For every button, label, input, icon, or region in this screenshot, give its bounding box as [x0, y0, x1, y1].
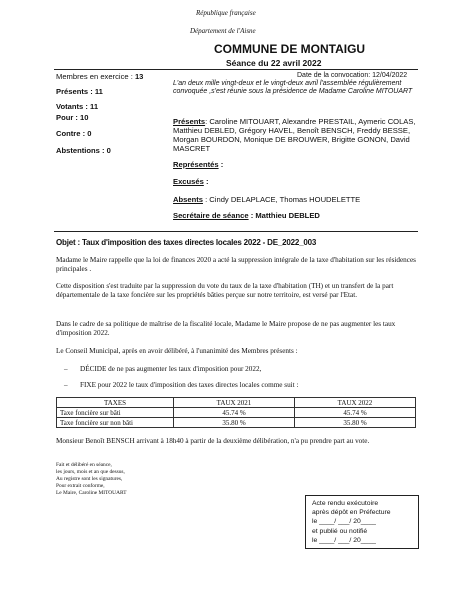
- table-cell: 45.74 %: [295, 408, 416, 418]
- bullet-2: FIXE pour 2022 le taux d'imposition des taxes directes locales comme suit :: [80, 381, 299, 389]
- table-row: [57, 418, 416, 428]
- represented-title: Représentés: [173, 160, 219, 169]
- paragraph-3: Dans le cadre de sa politique de maîtrise de la fiscalité locale, Madame le Maire propose de ne pas augmenter les taux d'imposition 2022.: [56, 320, 396, 338]
- intro-text: L'an deux mille vingt-deux et le vingt-deux avril l'assemblée régulièrement convoquée ,s'est réunie sous la présidence de Madame Caroline MITOUART: [173, 80, 413, 96]
- section-rule: [54, 231, 418, 232]
- table-header-row: [57, 398, 416, 408]
- votants-count: Votants : 11: [56, 102, 99, 111]
- object-title: Objet : Taux d'imposition des taxes directes locales 2022 - DE_2022_003: [56, 238, 317, 247]
- tax-rate-table: [56, 397, 416, 428]
- excused-title: Excusés: [173, 177, 204, 186]
- executory-stamp-box: [305, 495, 419, 549]
- table-row: [57, 408, 416, 418]
- stamp-line: le ____/ ___/ 20____: [312, 536, 376, 544]
- table-cell: Taxe foncière sur bâti: [57, 408, 174, 418]
- convocation-date: Date de la convocation: 12/04/2022: [297, 72, 408, 79]
- bullet-1-marker: –: [64, 365, 68, 373]
- footer-line: les jours, mois et an que dessus,: [56, 469, 125, 475]
- absent-value: : Cindy DELAPLACE, Thomas HOUDELETTE: [202, 195, 361, 204]
- absent-row: [173, 195, 360, 204]
- table-cell: Taxe foncière sur non bâti: [57, 418, 174, 428]
- secretary-title: Secrétaire de séance: [173, 211, 249, 220]
- presents-title: Présents: [173, 117, 206, 126]
- stamp-line: après dépôt en Préfecture: [312, 509, 391, 517]
- arrival-note: Monsieur Benoît BENSCH arrivant à 18h40 à partir de la deuxième délibération, n'a pu prendre part au vote.: [56, 437, 370, 445]
- paragraph-2: Cette disposition s'est traduite par la suppression du vote du taux de la taxe d'habitation (TH) et un transfert de la part départementale de la taxe foncière sur les propriétés bâties perçue sur notre territoire, est versé par l'Etat.: [56, 282, 394, 300]
- table-cell: 45.74 %: [174, 408, 295, 418]
- bullet-2-marker: –: [64, 381, 68, 389]
- stamp-line: Acte rendu exécutoire: [312, 500, 379, 507]
- stamp-line: le ____/ ___/ 20____: [312, 518, 376, 526]
- secretary-value: : Matthieu DEBLED: [248, 211, 320, 220]
- department-line: Département de l'Aisne: [190, 27, 256, 35]
- excused-row: [173, 177, 208, 186]
- footer-line: Au registre sont les signatures,: [56, 476, 123, 482]
- footer-line: Le Maire, Caroline MITOUART: [56, 490, 127, 496]
- paragraph-1: Madame le Maire rappelle que la loi de finances 2020 a acté la suppression intégrale de la taxe d'habitation sur les résidences principales .: [56, 256, 416, 274]
- commune-title: COMMUNE DE MONTAIGU: [214, 42, 366, 56]
- represented-row: [173, 160, 223, 169]
- members-value: 13: [134, 72, 144, 81]
- contre-count: Contre : 0: [56, 129, 92, 138]
- pour-count: Pour : 10: [56, 113, 89, 122]
- stamp-line: et publié ou notifié: [312, 527, 368, 535]
- presents-count: Présents : 11: [56, 87, 103, 96]
- table-header: TAXES: [57, 398, 174, 408]
- footer-block: [56, 462, 127, 497]
- republic-line: République française: [196, 9, 256, 17]
- secretary-row: [173, 211, 320, 220]
- paragraph-4: Le Conseil Municipal, après en avoir délibéré, à l'unanimité des Membres présents :: [56, 347, 298, 355]
- represented-value: :: [218, 160, 224, 169]
- session-date: Séance du 22 avril 2022: [226, 58, 322, 68]
- abstentions-count: Abstentions : 0: [56, 146, 111, 155]
- members-row: [56, 72, 143, 81]
- table-cell: 35.80 %: [174, 418, 295, 428]
- footer-line: Pour extrait conforme,: [56, 483, 105, 489]
- members-label: Membres en exercice :: [56, 72, 133, 81]
- footer-line: Fait et délibéré en séance,: [56, 462, 112, 468]
- presents-block: [173, 117, 423, 153]
- header-rule: [54, 69, 418, 70]
- bullet-1: DÉCIDE de ne pas augmenter les taux d'imposition pour 2022,: [80, 365, 262, 373]
- absent-title: Absents: [173, 195, 203, 204]
- table-header: TAUX 2021: [174, 398, 295, 408]
- presents-names: : Caroline MITOUART, Alexandre PRESTAIL, Aymeric COLAS, Matthieu DEBLED, Grégory HAVEL, Benoît BENSCH, Freddy BESSE, Morgan BOURDON, Monique DE BROUWER, Brigitte GONON, David MASCRET: [173, 117, 416, 153]
- excused-value: :: [203, 177, 209, 186]
- table-header: TAUX 2022: [295, 398, 416, 408]
- table-cell: 35.80 %: [295, 418, 416, 428]
